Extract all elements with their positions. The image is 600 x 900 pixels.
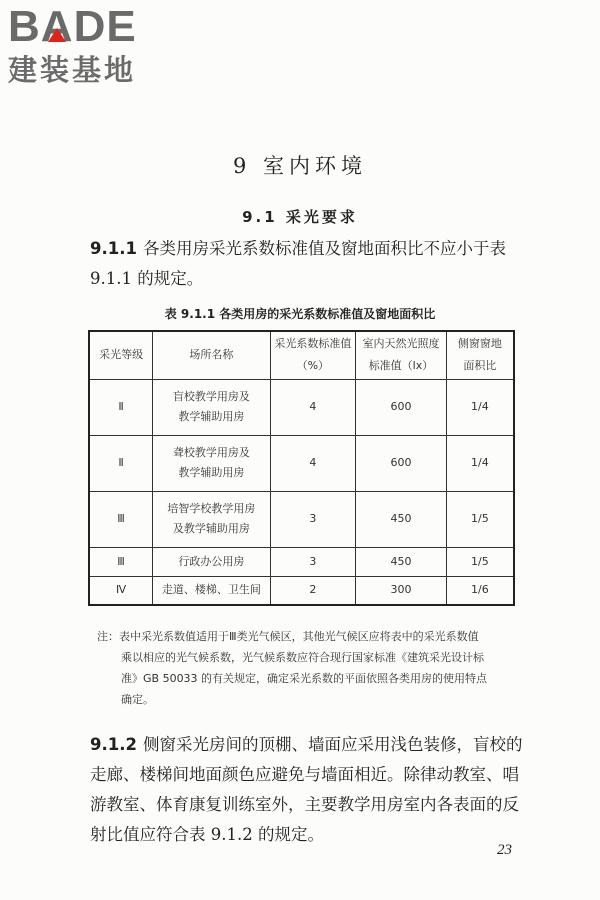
cell-grade: Ⅱ	[89, 379, 153, 435]
cell-grade: Ⅲ	[89, 491, 153, 547]
clause-number: 9.1.1	[90, 239, 137, 258]
logo-chinese-text: 建装基地	[8, 53, 137, 87]
header-window-ratio: 侧窗窗地 面积比	[446, 331, 514, 379]
cell-place: 聋校教学用房及 教学辅助用房	[153, 435, 270, 491]
cell-coefficient: 4	[270, 379, 356, 435]
logo-red-triangle-icon	[48, 28, 66, 42]
table-row	[89, 576, 514, 605]
note-line: 准》GB 50033 的有关规定，确定采光系数的平面依照各类用房的使用特点	[121, 672, 488, 685]
clause-9-1-2	[90, 730, 530, 850]
clause-number: 9.1.2	[90, 735, 137, 754]
cell-coefficient: 4	[270, 435, 356, 491]
header-place: 场所名称	[153, 331, 270, 379]
bade-logo	[8, 4, 137, 88]
header-illuminance: 室内天然光照度 标准值（lx）	[356, 331, 447, 379]
cell-illuminance: 600	[356, 379, 447, 435]
cell-place: 盲校教学用房及 教学辅助用房	[153, 379, 270, 435]
clause-text: 各类用房采光系数标准值及窗地面积比不应小于表 9.1.1 的规定。	[90, 239, 506, 288]
clause-text: 侧窗采光房间的顶棚、墙面应采用浅色装修，盲校的走廊、楼梯间地面颜色应避免与墙面相近。除律动教室、唱游教室、体育康复训练室外，主要教学用房室内各表面的反射比值应符合表 9.1.2 的规定。	[90, 735, 523, 844]
cell-illuminance: 600	[356, 435, 447, 491]
cell-grade: Ⅱ	[89, 435, 153, 491]
cell-window-ratio: 1/6	[446, 576, 514, 605]
logo-letter-a: A	[40, 2, 74, 51]
logo-wordmark	[8, 4, 137, 50]
cell-place: 行政办公用房	[153, 547, 270, 576]
cell-coefficient: 2	[270, 576, 356, 605]
cell-window-ratio: 1/5	[446, 547, 514, 576]
daylighting-table	[88, 330, 515, 606]
note-line: 确定。	[121, 693, 154, 706]
clause-9-1-1	[90, 234, 530, 294]
header-grade: 采光等级	[89, 331, 153, 379]
logo-letter-b: B	[8, 2, 41, 51]
cell-place: 走道、楼梯、卫生间	[153, 576, 270, 605]
table-note	[97, 626, 529, 710]
note-line: 注：表中采光系数值适用于Ⅲ类光气候区，其他光气候区应将表中的采光系数值	[97, 630, 479, 643]
table-header-row	[89, 331, 514, 379]
table-row	[89, 435, 514, 491]
header-coefficient: 采光系数标准值 （%）	[270, 331, 356, 379]
note-line: 乘以相应的光气候系数，光气候系数应符合现行国家标准《建筑采光设计标	[121, 651, 484, 664]
cell-grade: Ⅳ	[89, 576, 153, 605]
logo-letters-de: DE	[73, 2, 137, 51]
cell-illuminance: 450	[356, 491, 447, 547]
table-row	[89, 491, 514, 547]
cell-window-ratio: 1/4	[446, 435, 514, 491]
chapter-title: 9 室内环境	[232, 154, 368, 178]
cell-coefficient: 3	[270, 547, 356, 576]
cell-coefficient: 3	[270, 491, 356, 547]
cell-place: 培智学校教学用房 及教学辅助用房	[153, 491, 270, 547]
cell-window-ratio: 1/5	[446, 491, 514, 547]
section-title: 9.1 采光要求	[242, 208, 358, 226]
table-row	[89, 547, 514, 576]
cell-illuminance: 300	[356, 576, 447, 605]
table-row	[89, 379, 514, 435]
cell-grade: Ⅲ	[89, 547, 153, 576]
page-number: 23	[497, 842, 512, 858]
table-caption: 表 9.1.1 各类用房的采光系数标准值及窗地面积比	[164, 307, 436, 321]
cell-illuminance: 450	[356, 547, 447, 576]
cell-window-ratio: 1/4	[446, 379, 514, 435]
